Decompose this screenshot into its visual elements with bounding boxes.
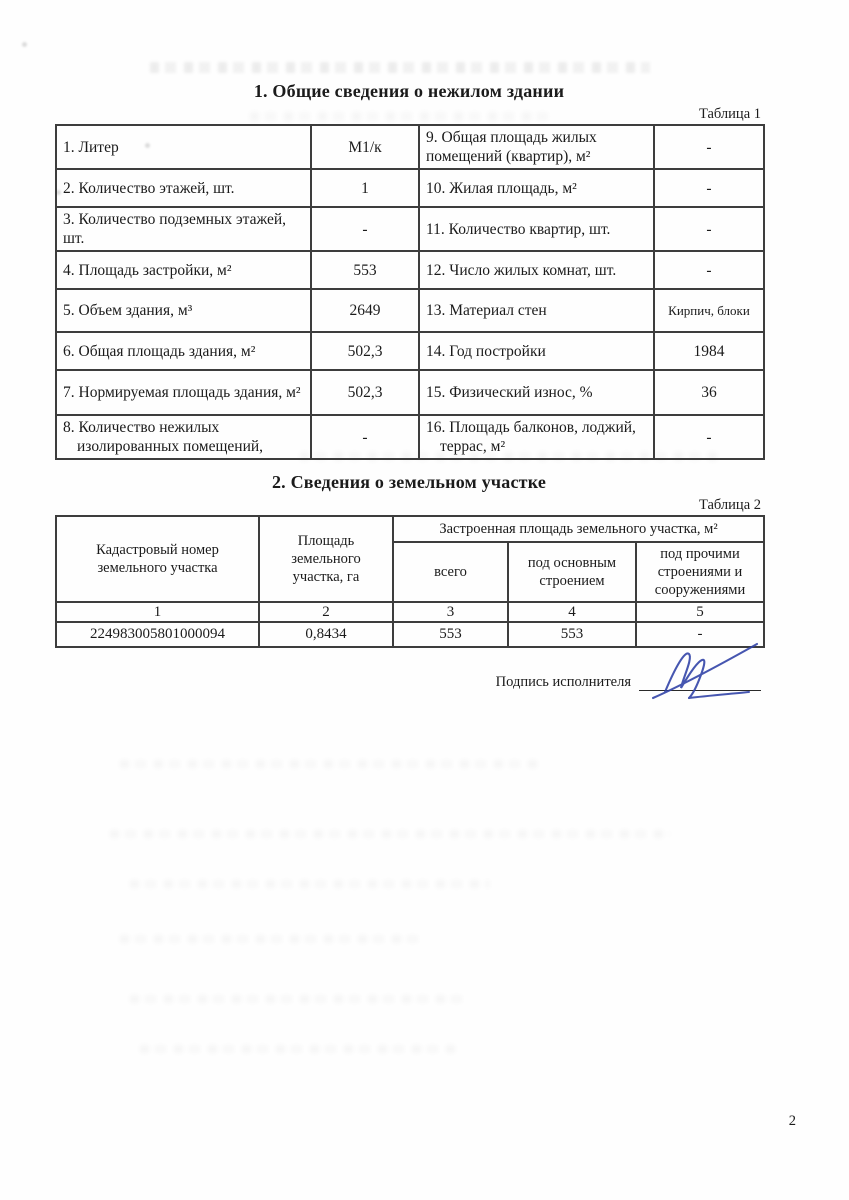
table2-caption: Таблица 2: [698, 497, 761, 513]
field-value: - ˋ: [654, 251, 764, 289]
field-value: -: [311, 207, 419, 251]
signature-line: [639, 672, 761, 691]
field-label: 12. Число жилых комнат, шт.: [419, 251, 654, 289]
column-number: 1: [56, 602, 259, 622]
signature-label: Подпись исполнителя: [495, 674, 631, 690]
field-label: 10. Жилая площадь, м²: [419, 169, 654, 207]
field-value: 1984: [654, 332, 764, 370]
scan-speck: [22, 42, 27, 47]
table-row: [56, 169, 764, 207]
signature-block: [55, 672, 763, 691]
column-number-row: [56, 602, 764, 622]
parcel-area-value: 0,8434: [259, 622, 393, 647]
field-label: 9. Общая площадь жилых помещений (квартир), м²: [419, 125, 654, 169]
scan-smudge: [140, 1045, 460, 1053]
field-label: 14. Год постройки: [419, 332, 654, 370]
field-label: 13. Материал стен: [419, 289, 654, 332]
col-header-built-area-span: Застроенная площадь земельного участка, м²: [393, 516, 764, 542]
field-value: -: [311, 415, 419, 459]
table-row: [56, 125, 764, 169]
col-header-main-building: под основным строением: [508, 542, 636, 602]
table1-caption: Таблица 1: [698, 106, 761, 122]
col-header-other-structures: под прочими строениями и сооружениями: [636, 542, 764, 602]
field-value: 502,3: [311, 370, 419, 415]
field-value: 1: [311, 169, 419, 207]
section1-title: 1. Общие сведения о нежилом здании: [253, 81, 565, 101]
table-row: [56, 289, 764, 332]
field-label: 4. Площадь застройки, м²: [56, 251, 311, 289]
table-row: [56, 207, 764, 251]
field-label: 15. Физический износ, %: [419, 370, 654, 415]
field-value: 2649: [311, 289, 419, 332]
field-label: 1. Литер: [56, 125, 311, 169]
scan-smudge: [110, 830, 670, 838]
handwritten-signature-icon: [645, 640, 775, 702]
cadastral-number-value: 224983005801000094: [56, 622, 259, 647]
field-value: 36: [654, 370, 764, 415]
field-label: 16. Площадь балконов, лоджий, террас, м²: [419, 415, 654, 459]
scan-smudge: [130, 880, 490, 888]
field-value: 502,3: [311, 332, 419, 370]
page-number: 2: [788, 1113, 796, 1129]
field-label: 5. Объем здания, м³: [56, 289, 311, 332]
field-label: 6. Общая площадь здания, м²: [56, 332, 311, 370]
scan-smudge: [120, 935, 420, 943]
field-label: 11. Количество квартир, шт.: [419, 207, 654, 251]
field-value: -: [654, 169, 764, 207]
built-area-total-value: 553: [393, 622, 508, 647]
field-value: -: [654, 207, 764, 251]
built-area-main-value: 553: [508, 622, 636, 647]
table-row: [56, 415, 764, 459]
field-value: М1/к: [311, 125, 419, 169]
column-number: 3: [393, 602, 508, 622]
col-header-area-ha: Площадь земельного участка, га: [259, 516, 393, 602]
col-header-cadastral: Кадастровый номер земельного участка: [56, 516, 259, 602]
building-info-table: [55, 124, 765, 460]
document-content: [55, 78, 763, 691]
field-label: 2. Количество этажей, шт.: [56, 169, 311, 207]
table-header-row: [56, 516, 764, 542]
table-row: [56, 370, 764, 415]
field-value: Кирпич, блоки: [654, 289, 764, 332]
scan-smudge: [130, 995, 470, 1003]
field-label: 7. Нормируемая площадь здания, м²: [56, 370, 311, 415]
built-area-other-value: -: [636, 622, 764, 647]
table-row: [56, 251, 764, 289]
column-number: 5: [636, 602, 764, 622]
section2-title: 2. Сведения о земельном участке: [271, 472, 547, 492]
field-value: -: [654, 415, 764, 459]
column-number: 4: [508, 602, 636, 622]
field-label: 3. Количество подземных этажей, шт.: [56, 207, 311, 251]
field-label: 8. Количество нежилых изолированных помещений,: [56, 415, 311, 459]
column-number: 2: [259, 602, 393, 622]
scan-smudge: [120, 760, 540, 768]
field-value: -: [654, 125, 764, 169]
col-header-total: всего: [393, 542, 508, 602]
land-parcel-table: [55, 515, 765, 648]
field-value: 553: [311, 251, 419, 289]
table-row: [56, 332, 764, 370]
scan-smudge: [150, 62, 650, 73]
